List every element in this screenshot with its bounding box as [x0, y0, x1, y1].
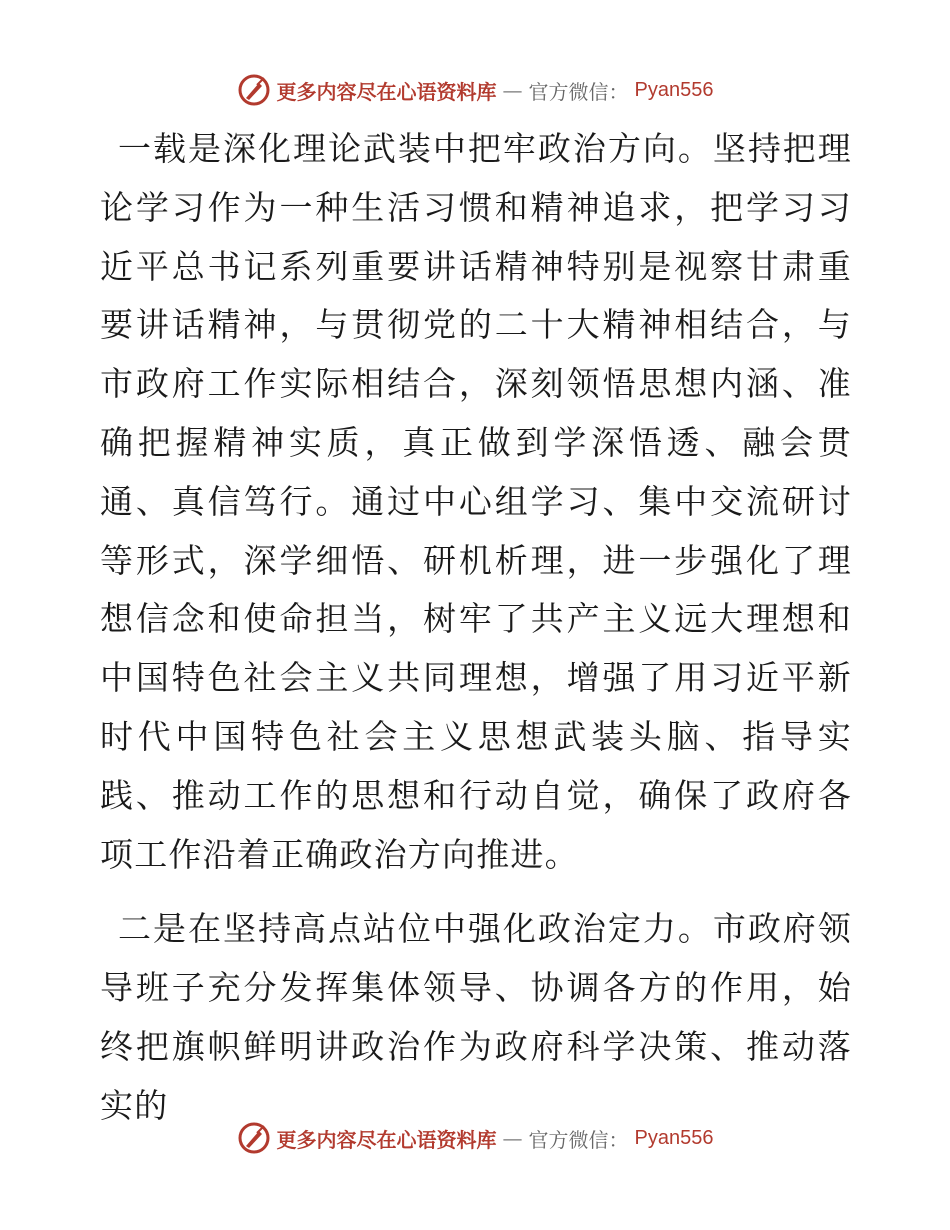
header-watermark: [0, 70, 950, 110]
watermark-separator: —: [502, 1126, 523, 1150]
quill-pen-logo-icon: [237, 1121, 271, 1155]
paragraph-2: 二是在坚持高点站位中强化政治定力。市政府领导班子充分发挥集体领导、协调各方的作用，始终把旗帜鲜明讲政治作为政府科学决策、推动落实的: [100, 909, 852, 1125]
watermark-wechat-id: Pyan556: [634, 1126, 714, 1149]
watermark-wechat-label: 官方微信：: [528, 1127, 629, 1152]
watermark-wechat-label: 官方微信：: [528, 79, 629, 104]
watermark-separator: —: [502, 78, 523, 102]
watermark-site-text: 更多内容尽在心语资料库: [276, 1127, 497, 1152]
watermark-site-text: 更多内容尽在心语资料库: [276, 79, 497, 104]
watermark-wechat-id: Pyan556: [634, 78, 714, 101]
document-body: [100, 120, 852, 1136]
paragraph-1: 一载是深化理论武装中把牢政治方向。坚持把理论学习作为一种生活习惯和精神追求，把学习习近平总书记系列重要讲话精神特别是视察甘肃重要讲话精神，与贯彻党的二十大精神相结合，与市政府工作实际相结合，深刻领悟思想内涵、准确把握精神实质，真正做到学深悟透、融会贯通、真信笃行。通过中心组学习、集中交流研讨等形式，深学细悟、研机析理，进一步强化了理想信念和使命担当，树牢了共产主义远大理想和中国特色社会主义共同理想，增强了用习近平新时代中国特色社会主义思想武装头脑、指导实践、推动工作的思想和行动自觉，确保了政府各项工作沿着正确政治方向推进。: [100, 129, 852, 874]
footer-watermark: [0, 1118, 950, 1158]
quill-pen-logo-icon: [237, 73, 271, 107]
